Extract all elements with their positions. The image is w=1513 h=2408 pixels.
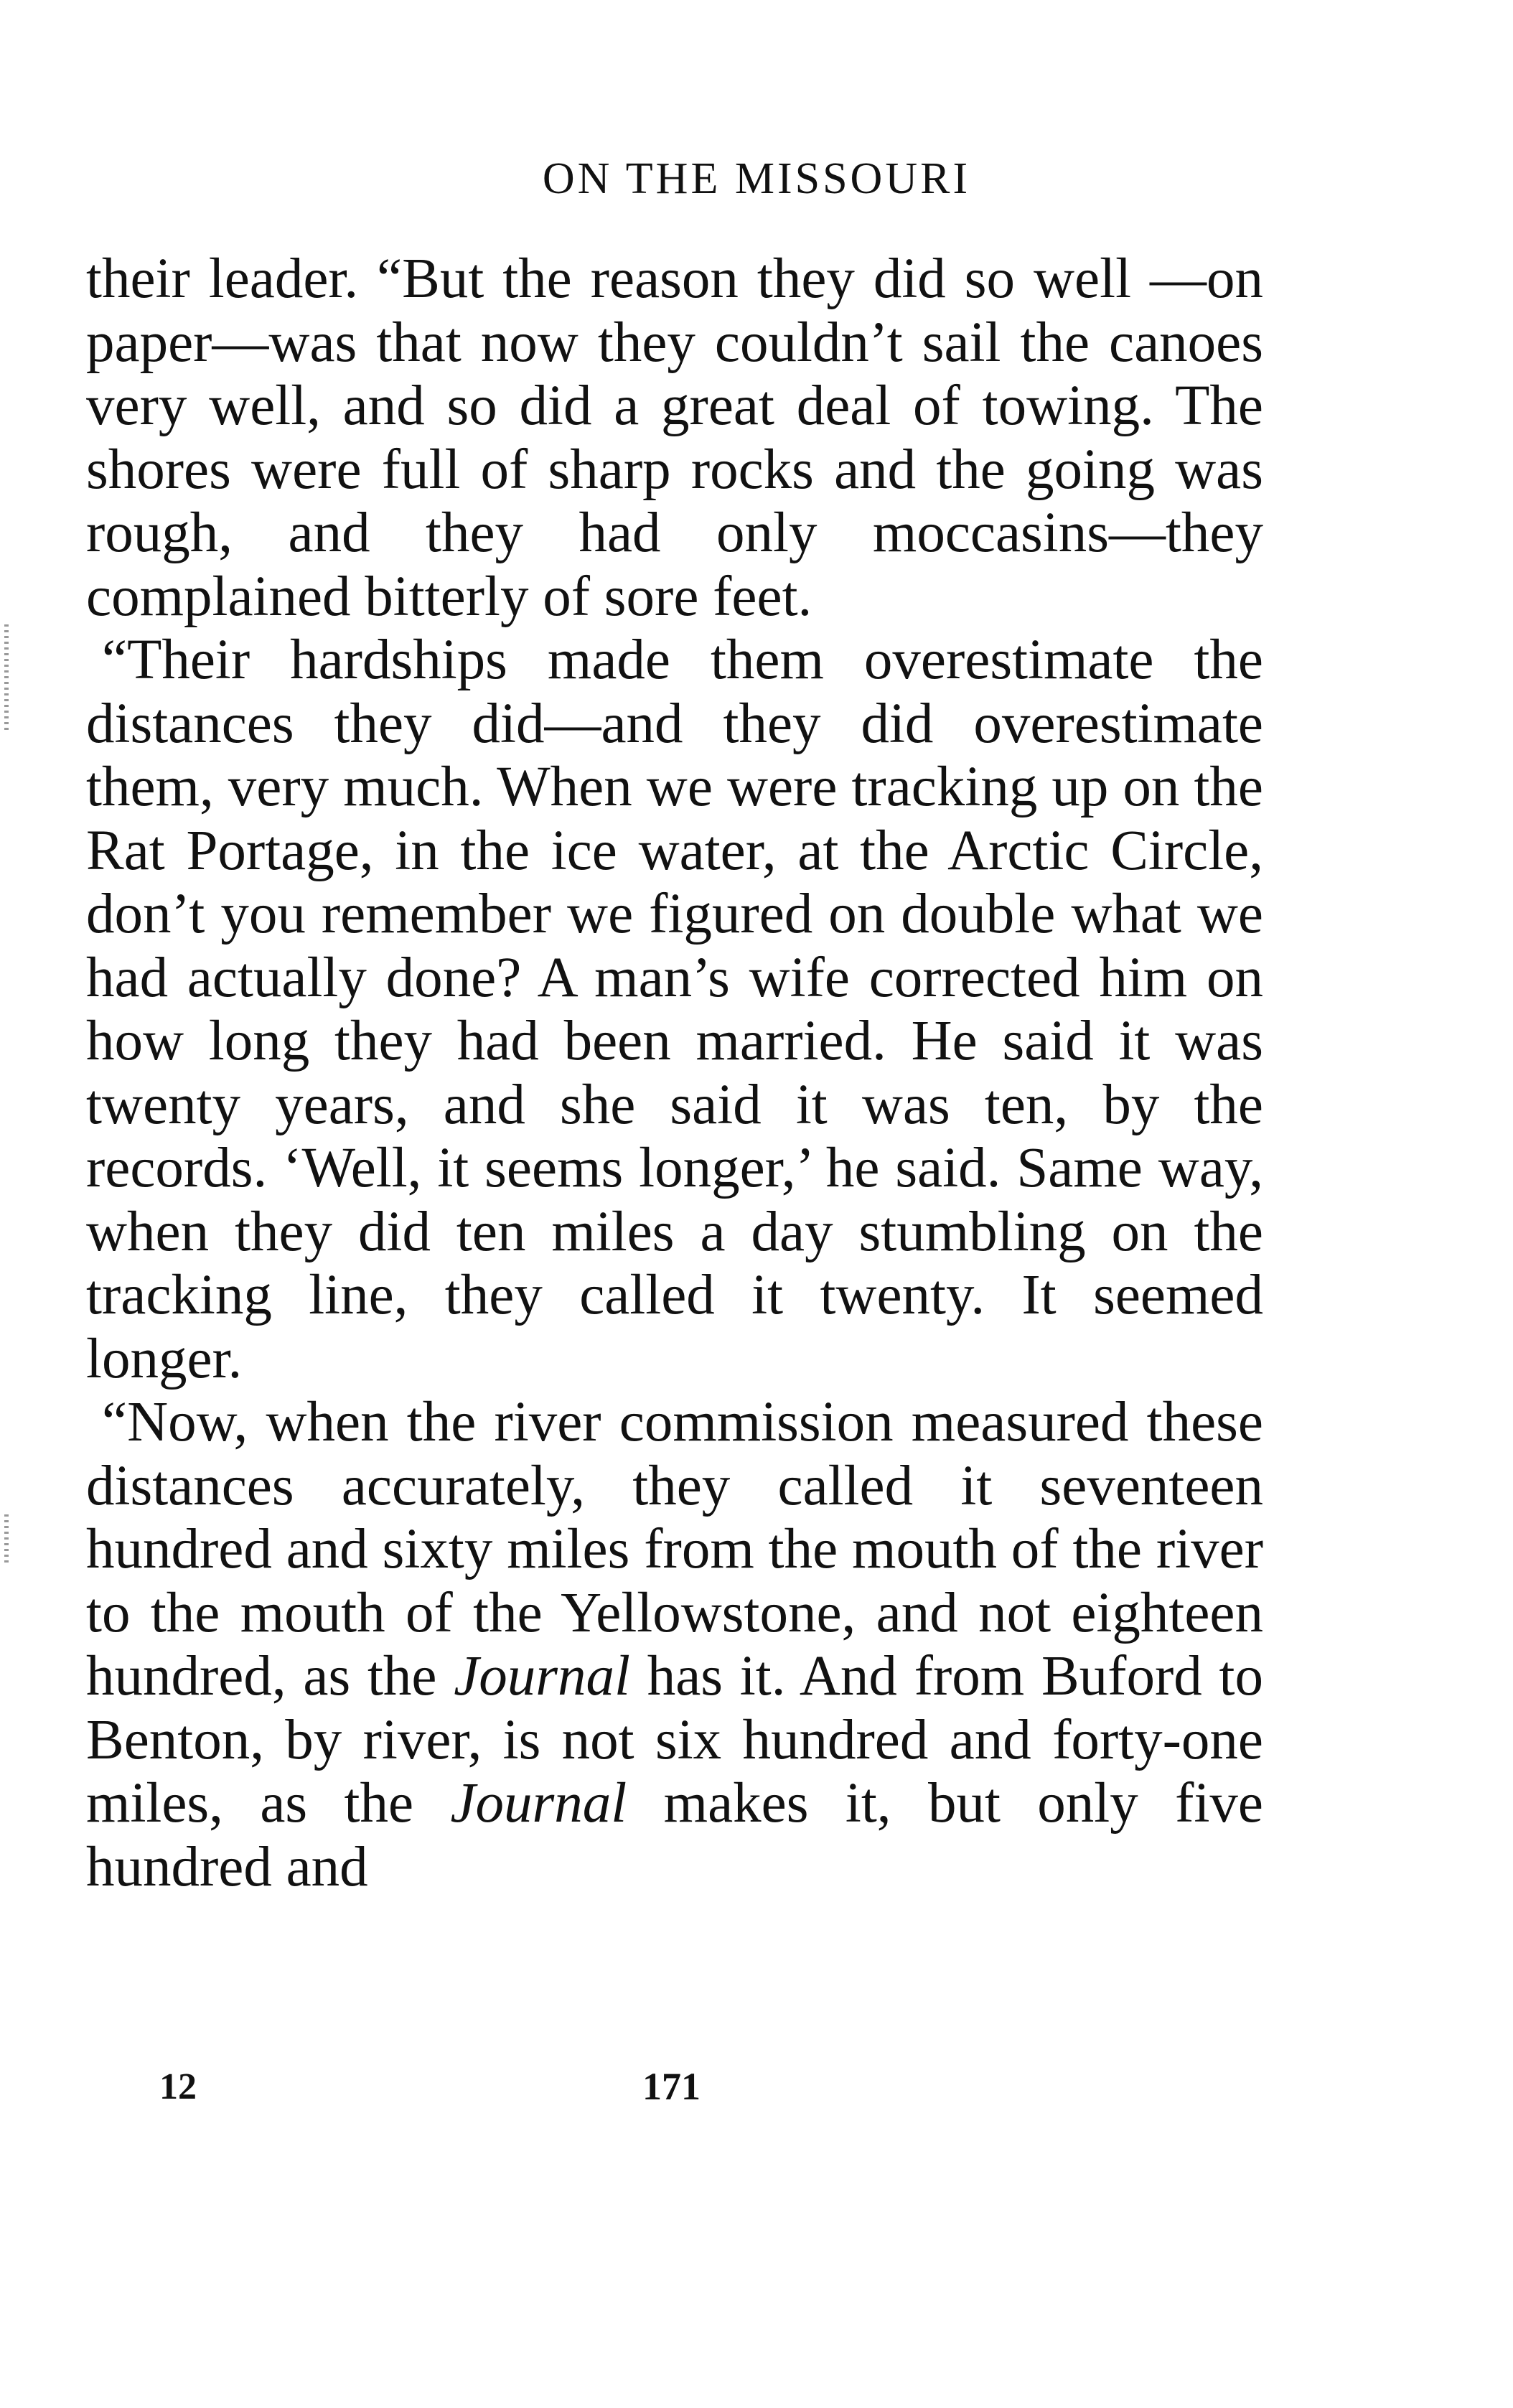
signature-mark: 12 xyxy=(159,2066,197,2107)
paragraph-3 xyxy=(86,1391,1263,1899)
paragraph-1: their leader. “But the reason they did so well —on paper—was that now they couldn’t sail the canoes very well, and so did a great deal of towing. The shores were full of sharp rocks and the going was rough, and they had only moccasins—they complained bitterly of sore feet. xyxy=(86,248,1263,628)
paragraph-3-text-b: has it. And from Buford to Benton, by river, is not six hundred and forty-one miles, as the xyxy=(86,1645,1263,1835)
journal-title-italic-2: Journal xyxy=(450,1772,627,1835)
paragraph-2: “Their hardships made them overestimate the distances they did—and they did overestimate them, very much. When we were tracking up on the Rat Portage, in the ice water, at the Arctic Circle, don’t you remember we figured on double what we had actually done? A man’s wife corrected him on how long they had been married. He said it was twenty years, and she said it was ten, by the records. ‘Well, it seems longer,’ he said. Same way, when they did ten miles a day stumbling on the tracking line, they called it twenty. It seemed longer. xyxy=(86,629,1263,1390)
page-number: 171 xyxy=(642,2065,701,2108)
scan-artifact-left-lower xyxy=(4,1514,9,1565)
running-head: ON THE MISSOURI xyxy=(542,154,971,203)
body-text xyxy=(86,248,1263,1899)
paragraph-3-text-c: makes it, but only five hundred and xyxy=(86,1772,1263,1898)
scan-artifact-left-upper xyxy=(4,624,9,732)
paragraph-3-text-a: “Now, when the river commission measured these distances accurately, they called it seventeen hundred and sixty miles from the mouth of the river to the mouth of the Yellowstone, and not eighteen hundred, as the xyxy=(86,1391,1263,1707)
journal-title-italic: Journal xyxy=(454,1645,630,1707)
